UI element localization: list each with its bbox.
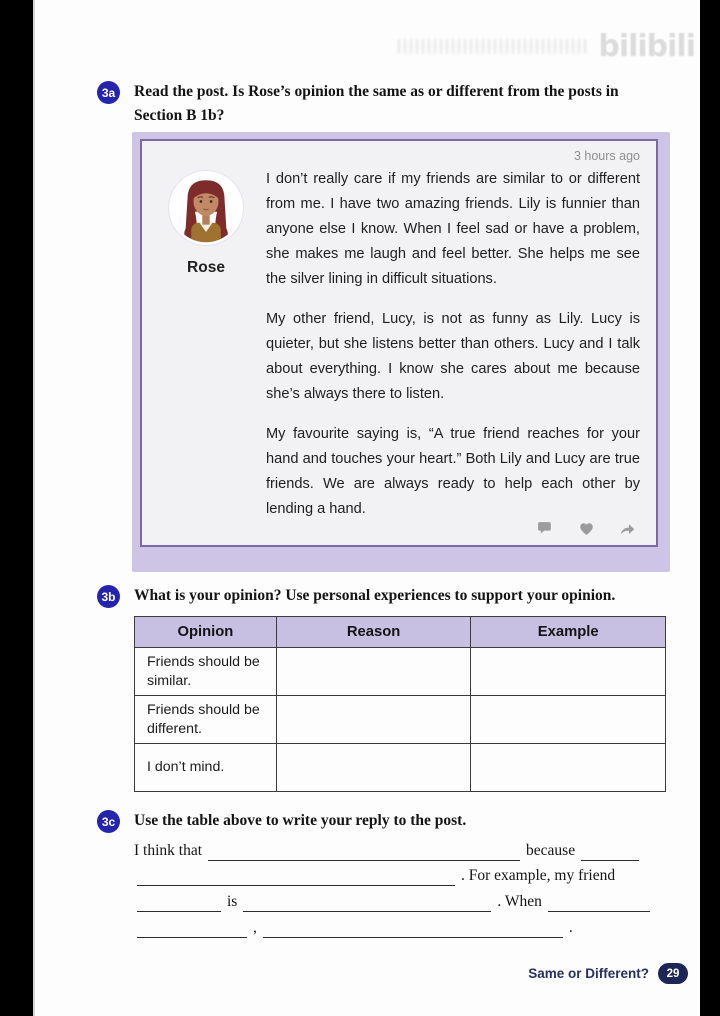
post-card-frame [132,132,670,572]
write-blank [548,893,650,912]
post-paragraph: My favourite saying is, “A true friend reaches for your hand and touches your heart.” Both Lily and Lucy are true friends. We are always ready to help each other by lending a hand. [266,426,640,517]
write-blank [137,893,221,912]
table-cell-empty [471,648,666,696]
reply-line [134,886,668,912]
reply-line [134,861,668,887]
post-paragraph: I don’t really care if my friends are similar to or different from me. I have two amazing friends. Lily is funnier than anyone else I know. When I feel sad or have a problem, she makes me laugh and feel better. She helps me see the silver lining in difficult situations. [266,171,640,287]
post-text [258,167,640,537]
write-blank [581,842,639,861]
opinion-cell: Friends should be similar. [135,648,277,696]
table-cell-empty [471,744,666,792]
section-3a-badge: 3a [97,81,120,104]
watermark-smudge [398,39,588,54]
reply-text: . When [497,893,542,911]
bilibili-logo: bilibili [598,28,695,64]
post-action-icons [537,520,636,537]
reply-text: . [568,918,573,936]
column-header-opinion: Opinion [135,617,277,648]
comment-icon [537,520,554,537]
share-icon [619,520,636,537]
section-3a-header [97,80,657,128]
reply-text: I think that [134,841,203,859]
table-row [135,648,666,696]
heart-icon [578,520,595,537]
column-header-reason: Reason [276,617,471,648]
write-blank [208,842,520,861]
section-3c-header [97,809,677,833]
avatar-illustration [169,171,243,245]
post-author: Rose [187,259,225,276]
post-card [140,139,658,547]
section-3b-prompt: What is your opinion? Use personal experiences to support your opinion. [134,587,616,604]
unit-title: Same or Different? [528,966,649,981]
section-3b-header [97,584,677,608]
reply-line [134,912,668,938]
opinion-cell: Friends should be different. [135,696,277,744]
table-header-row [135,617,666,648]
table-cell-empty [276,696,471,744]
table-cell-empty [471,696,666,744]
reply-writing-lines [134,835,668,938]
opinion-cell: I don’t mind. [135,744,277,792]
write-blank [137,867,455,886]
page-footer [528,963,688,984]
section-3c-prompt: Use the table above to write your reply to the post. [134,812,467,829]
section-3a-prompt: Read the post. Is Rose’s opinion the same as or different from the posts in Section B 1b? [134,83,619,124]
write-blank [243,893,491,912]
column-header-example: Example [471,617,666,648]
table-cell-empty [276,648,471,696]
reply-text: . For example, my friend [461,867,616,885]
opinion-table [134,616,666,792]
section-3c-badge: 3c [97,810,120,833]
reply-line [134,835,668,861]
reply-text: , [253,918,257,936]
table-cell-empty [276,744,471,792]
reply-text: is [227,893,238,911]
page-number-badge: 29 [658,963,688,984]
section-3b-badge: 3b [97,585,120,608]
table-row [135,744,666,792]
table-row [135,696,666,744]
avatar [169,171,243,245]
write-blank [263,919,563,938]
reply-text: because [526,841,576,859]
write-blank [137,919,247,938]
textbook-page [33,0,700,1016]
post-timestamp: 3 hours ago [573,149,640,163]
watermark [390,26,695,66]
post-paragraph: My other friend, Lucy, is not as funny as Lily. Lucy is quieter, but she listens better than others. Lucy and I talk about everything. I know she cares about me because she’s always there to listen. [266,311,640,402]
